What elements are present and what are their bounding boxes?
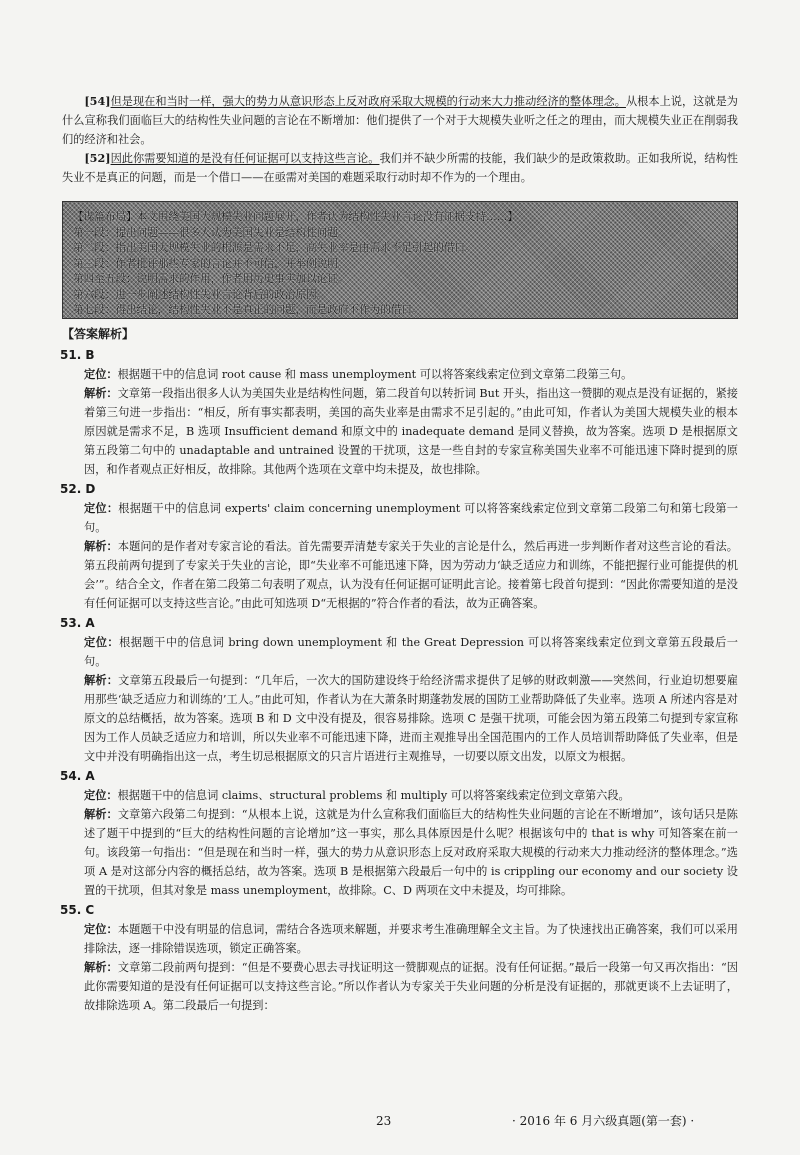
explain-label: 解析： [84,960,118,974]
locate-text: 根据题干中的信息词 claims、structural problems 和 multiply 可以将答案线索定位到文章第六段。 [117,789,630,802]
question-55 [62,901,738,1015]
summary-line: 第六段：进一步阐述结构性失业言论背后的政治原因。 [73,288,328,301]
question-53 [62,614,738,766]
locate-block [84,499,738,537]
locate-text: 根据题干中的信息词 bring down unemployment 和 the Great Depression 可以将答案线索定位到文章第五段最后一句。 [84,636,738,668]
explain-label: 解析： [84,386,118,400]
summary-line: 第二段：指出美国大规模失业的根源是需求不足，高失业率是由需求不足引起的借口。 [73,242,476,254]
question-54 [62,767,738,900]
passage-paragraph-52 [62,149,738,187]
summary-line: 第四至五段：说明需求的作用，作者用历史事实加以论证。 [73,273,349,285]
page-number: 23 [376,1114,392,1128]
explain-label: 解析： [84,539,118,553]
obscured-summary-box [62,201,738,319]
explain-block [84,958,738,1015]
question-tag-54: [54] [84,94,111,108]
question-number: 51. B [60,348,95,362]
passage-paragraph-54 [62,92,738,149]
explain-text: 文章第二段前两句提到：“但是不要费心思去寻找证明这一赞脚观点的证据。没有任何证据。”最后一段第一句又再次指出：“因此你需要知道的是没有任何证据可以支持这些言论。”所以作者认为专家关于失业问题的分析是没有证据的，那就更谈不上去证明了，故排除选项 A。第二段最后一句提到： [84,961,738,1012]
underlined-sentence-54: 但是现在和当时一样，强大的势力从意识形态上反对政府采取大规模的行动来大力推动经济的整体理念。 [110,95,626,108]
question-51 [62,346,738,479]
explain-block [84,384,738,479]
footer-title: · 2016 年 6 月六级真题(第一套) · [512,1114,695,1128]
page-footer [0,1112,800,1132]
question-number: 53. A [60,616,95,630]
question-number: 52. D [60,482,96,496]
explain-block [84,671,738,766]
summary-line: 第一段：提出问题——很多人认为美国失业是结构性问题。 [73,226,349,239]
locate-label: 定位： [84,367,118,381]
explain-block [84,537,738,613]
explain-label: 解析： [84,673,119,687]
question-tag-52: [52] [84,151,111,165]
locate-label: 定位： [84,635,120,649]
explain-label: 解析： [84,807,118,821]
paragraph-text-54: 从根本上说，这就是为什么宣称我们面临巨大的结构性失业问题的言论在不断增加：他们提供了一个对于大规模失业听之任之的理由，而大规模失业正在削弱我们的经济和社会。 [62,95,738,146]
locate-block [84,365,738,384]
locate-block [84,633,738,671]
locate-text: 根据题干中的信息词 experts' claim concerning unemployment 可以将答案线索定位到文章第二段第二句和第七段第一句。 [84,502,738,534]
summary-line: 第七段：得出结论，结构性失业不是真正的问题，而是政府不作为的借口。 [73,304,423,316]
summary-line: 【谋篇布局】本文围绕美国大规模失业问题展开，作者认为结构性失业言论没有证据支持……】 [73,211,518,223]
locate-label: 定位： [84,788,118,802]
paragraph-text-52: 我们并不缺少所需的技能，我们缺少的是政策救助。正如我所说，结构性失业不是真正的问题，而是一个借口——在亟需对美国的难题采取行动时却不作为的一个理由。 [62,152,738,184]
locate-block [84,786,738,805]
explain-text: 本题问的是作者对专家言论的看法。首先需要弄清楚专家关于失业的言论是什么，然后再进一步判断作者对这些言论的看法。第五段前两句提到了专家关于失业的言论，即“失业率不可能迅速下降，因为劳动力‘缺乏适应力和训练，不能把握行业可能提供的机会’”。结合全文，作者在第二段第二句表明了观点，认为没有任何证据可证明此言论。接着第七段首句提到：“因此你需要知道的是没有任何证据可以支持这些言论。”由此可知选项 D“无根据的”符合作者的看法，故为正确答案。 [84,540,738,610]
explain-block [84,805,738,900]
explain-text: 文章第一段指出很多人认为美国失业是结构性问题，第二段首句以转折词 But 开头，指出这一赞脚的观点是没有证据的，紧接着第三句进一步指出：“相反，所有事实都表明，美国的高失业率是由需求不足引起的。”由此可知，作者认为美国大规模失业的根本原因就是需求不足，B 选项 Insufficient demand 和原文中的 inadequate demand 是同义替换，故为答案。选项 D 是根据原文第五段第二句中的 unadaptable and untrained 设置的干扰项，这是一些自封的专家宣称美国失业率不可能迅速下降时提到的原因，和作者观点正好相反，故排除。其他两个选项在文章中均未提及，故也排除。 [84,387,738,476]
explain-text: 文章第五段最后一句提到：“几年后，一次大的国防建设终于给经济需求提供了足够的财政刺激——突然间，行业迫切想要雇用那些‘缺乏适应力和训练的’工人。”由此可知，作者认为在大萧条时期蓬勃发展的国防工业帮助降低了失业率。选项 A 所述内容是对原文的总结概括，故为答案。选项 B 和 D 文中没有提及，很容易排除。选项 C 是强干扰项，可能会因为第五段第二句提到专家宣称因为工作人员缺乏适应力和培训，所以失业率不可能迅速下降，进而主观推导出全国范围内的工作人员培训帮助降低了失业率，但是文中并没有明确指出这一点，考生切忌根据原文的只言片语进行主观推导，一切要以原文出发，以原文为根据。 [84,674,738,763]
answer-analysis-title: 【答案解析】 [62,327,135,341]
explain-text: 文章第六段第二句提到：“从根本上说，这就是为什么宣称我们面临巨大的结构性失业问题的言论在不断增加”，该句话只是陈述了题干中提到的“巨大的结构性问题的言论增加”这一事实，那么具体原因是什么呢？根据该句中的 that is why 可知答案在前一句。该段第一句指出：“但是现在和当时一样，强大的势力从意识形态上反对政府采取大规模的行动来大力推动经济的整体理念。”选项 A 是对这部分内容的概括总结，故为答案。选项 B 是根据第六段最后一句中的 is crippling our economy and our society 设置的干扰项，但其对象是 mass unemployment，故排除。C、D 两项在文中未提及，均可排除。 [84,808,738,897]
underlined-sentence-52: 因此你需要知道的是没有任何证据可以支持这些言论。 [110,152,380,165]
summary-line: 第三段：作者批评那些专家的言论并不可信，并举例说明。 [73,257,349,270]
locate-label: 定位： [84,501,119,515]
locate-label: 定位： [84,922,118,936]
question-number: 54. A [60,769,95,783]
locate-block [84,920,738,958]
locate-text: 根据题干中的信息词 root cause 和 mass unemployment 可以将答案线索定位到文章第二段第三句。 [117,368,633,381]
locate-text: 本题题干中没有明显的信息词，需结合各选项来解题，并要求考生准确理解全文主旨。为了快速找出正确答案，我们可以采用排除法，逐一排除错误选项，锁定正确答案。 [84,923,738,955]
question-number: 55. C [60,903,95,917]
question-52 [62,480,738,613]
